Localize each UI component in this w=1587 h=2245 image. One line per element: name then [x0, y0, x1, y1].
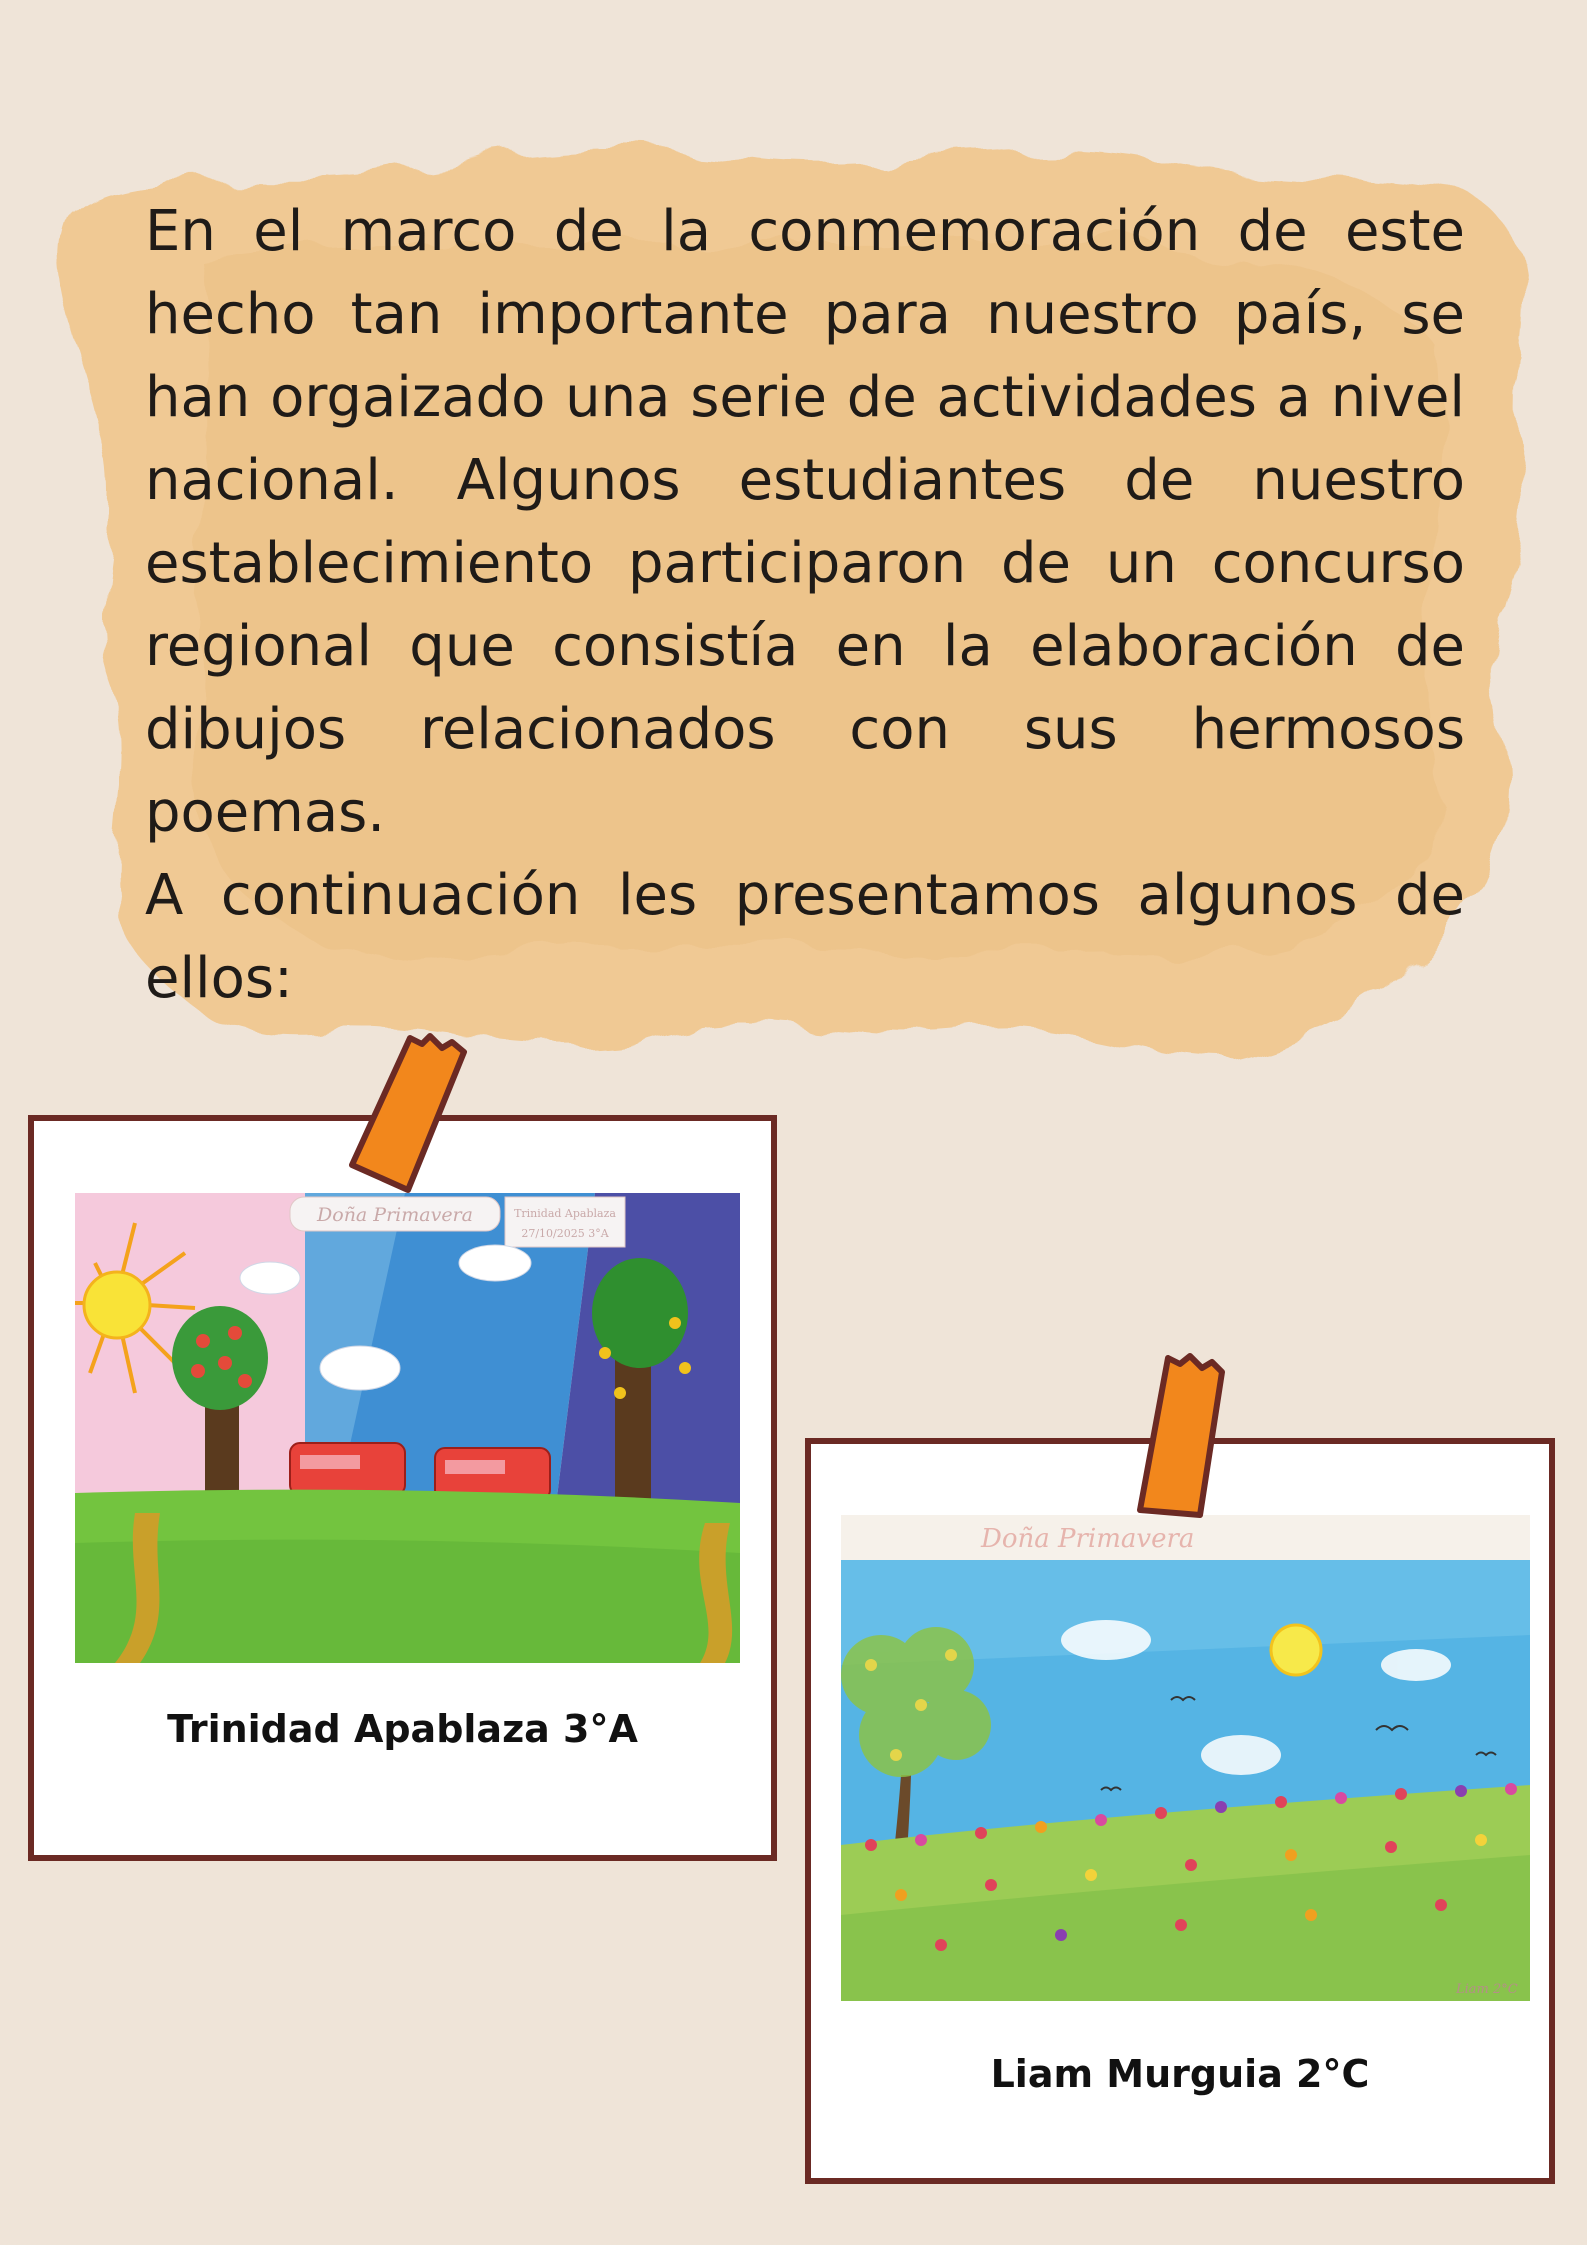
- drawing-title-handwritten: Doña Primavera: [981, 1524, 1195, 1554]
- drawing-caption: Liam Murguia 2°C: [990, 2052, 1370, 2096]
- drawing-caption: Trinidad Apablaza 3°A: [167, 1707, 638, 1751]
- drawing-card-liam: [805, 1438, 1555, 2184]
- intro-paragraph-2: A continuación les presentamos algunos de ellos:: [145, 863, 1465, 1011]
- drawing-card-trinidad: [28, 1115, 777, 1861]
- intro-text: [145, 190, 1465, 1020]
- drawing-image-liam: [841, 1515, 1530, 2001]
- tape-icon: [1110, 1350, 1260, 1520]
- drawing-title-handwritten: Doña Primavera: [317, 1204, 473, 1226]
- intro-paragraph-1: En el marco de la conmemoración de este hecho tan importante para nuestro país, se han orgaizado una serie de actividades a nivel nacional. Algunos estudiantes de nuestro establecimiento participaron de un concurso regional que consistía en la elaboración de dibujos relacionados con sus hermosos poemas.: [145, 199, 1465, 845]
- svg-text:Trinidad Apablaza: Trinidad Apablaza: [514, 1207, 616, 1220]
- drawing-image-trinidad: [75, 1193, 740, 1663]
- drawing-signature: Liam 2°C: [1456, 1982, 1518, 1997]
- tape-icon: [330, 1030, 480, 1200]
- svg-text:27/10/2025 3°A: 27/10/2025 3°A: [521, 1227, 609, 1240]
